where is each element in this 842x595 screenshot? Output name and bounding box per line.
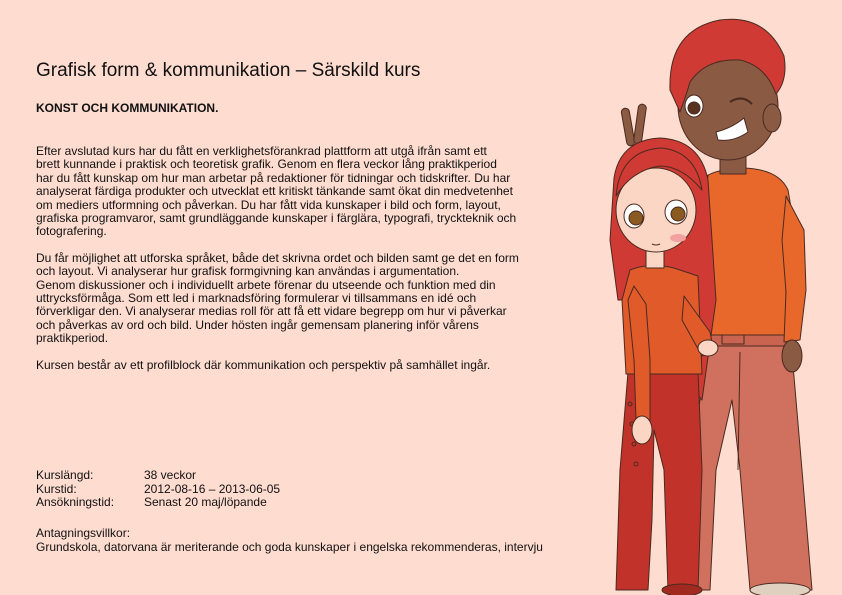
paragraph-1: [36, 145, 606, 239]
fact-value: 38 veckor: [144, 468, 197, 482]
text-line: förverkligar den. Vi analyserar medias roll för att få ett vidare begrepp om hur vi påverkar: [36, 304, 507, 319]
text-line: har du fått kunskap om hur man arbetar på redaktioner för tidningar och tidskrifter. Du har: [36, 170, 511, 185]
text-line: och layout. Vi analyserar hur grafisk formgivning kan användas i argumentation.: [36, 264, 460, 279]
text-line: uttrycksförmåga. Som ett led i marknadsföring formulerar vi tillsammans en idé och: [36, 291, 477, 306]
paragraph-2: [36, 252, 606, 346]
fact-label: Ansökningstid:: [36, 495, 115, 509]
text-line: brett kunnande i praktisk och teoretisk grafik. Genom en flera veckor lång praktikperiod: [36, 157, 497, 172]
fact-row-period: [36, 483, 280, 497]
text-line: analyserat färdiga produkter och utvecklat ett kritiskt tänkande samt ökat din medvetenhet: [36, 184, 513, 199]
characters-illustration: [590, 0, 842, 595]
text-line: grafiska programvaror, samt grundläggande kunskaper i färglära, typografi, tryckteknik och: [36, 211, 517, 226]
admission-requirements: [36, 527, 543, 554]
text-line: och påverkas av ord och bild. Under hösten ingår gemensam planering inför vårens: [36, 317, 479, 332]
fact-value: Senast 20 maj/löpande: [144, 495, 267, 509]
course-description: [36, 145, 606, 385]
requirements-text: Grundskola, datorvana är meriterande och goda kunskaper i engelska rekommenderas, intervju: [36, 539, 543, 554]
text-line: Kursen består av ett profilblock där kommunikation och perspektiv på samhället ingår.: [36, 357, 491, 372]
section-subtitle: KONST OCH KOMMUNIKATION.: [36, 101, 219, 115]
course-facts: [36, 469, 280, 510]
fact-row-application: [36, 496, 280, 510]
text-line: om mediers utformning och påverkan. Du har fått vida kunskaper i bild och form, layout,: [36, 197, 501, 212]
fact-label: Kurstid:: [36, 481, 77, 496]
text-line: Efter avslutad kurs har du fått en verklighetsförankrad plattform att utgå ifrån samt ett: [36, 144, 487, 158]
text-line: Du får möjlighet att utforska språket, både det skrivna ordet och bilden samt ge det en form: [36, 250, 519, 265]
page-title: Grafisk form & kommunikation – Särskild kurs: [36, 60, 421, 81]
text-line: praktikperiod.: [36, 331, 109, 346]
paragraph-3: [36, 359, 606, 372]
requirements-label: Antagningsvillkor:: [36, 526, 131, 540]
fact-value: 2012-08-16 – 2013-06-05: [144, 481, 281, 496]
text-line: fotografering.: [36, 224, 107, 239]
fact-row-length: [36, 469, 280, 483]
text-line: Genom diskussioner och i individuellt arbete förenar du utseende och funktion med din: [36, 277, 496, 292]
fact-label: Kurslängd:: [36, 468, 94, 482]
